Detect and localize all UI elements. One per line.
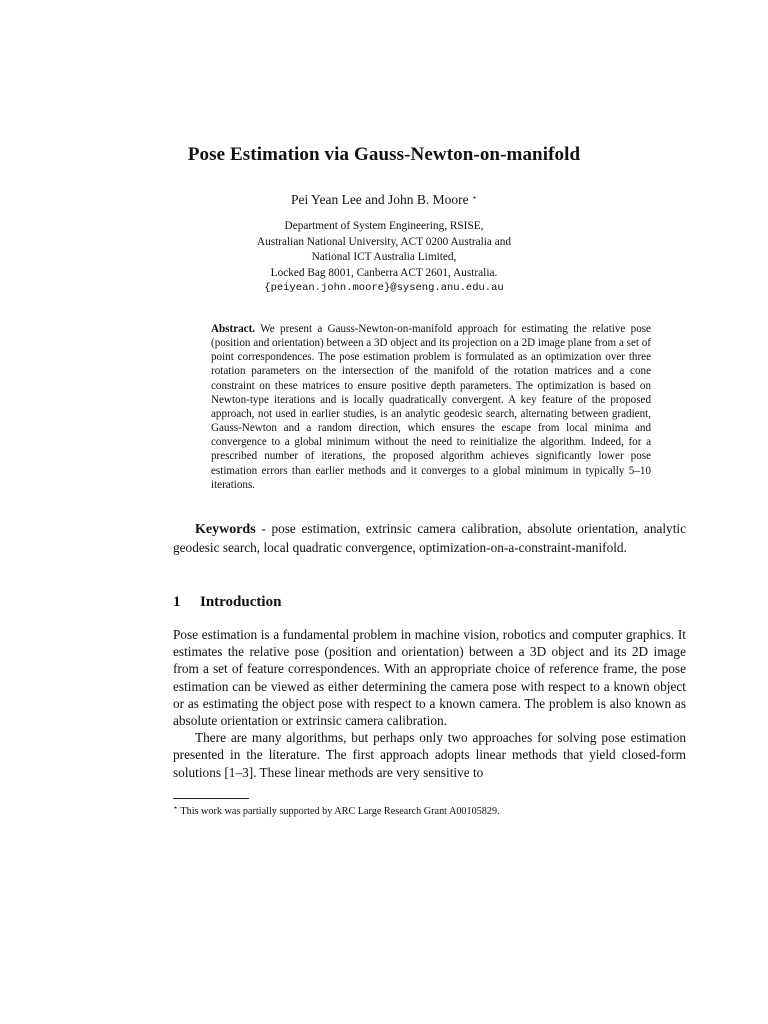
paragraph: Pose estimation is a fundamental problem in machine vision, robotics and computer graphics. It estimates the relative pose (position and orientation) between a 3D object and its 2D image from a set of feature correspondences. With an appropriate choice of reference frame, the pose estimation can be viewed as either determining the camera pose with respect to a known object or as estimating the object pose with respect to a known camera. The problem is also known as absolute orientation or extrinsic camera calibration. (173, 627, 686, 729)
footnote-text: This work was partially supported by ARC Large Research Grant A00105829. (180, 806, 500, 817)
body-text (173, 626, 686, 781)
footnote-mark: ⋆ (173, 803, 179, 812)
affiliation-block (0, 219, 768, 297)
footnote-rule (173, 798, 249, 799)
affiliation-line: Department of System Engineering, RSISE, (284, 220, 484, 232)
paper-title: Pose Estimation via Gauss-Newton-on-manifold (187, 144, 581, 165)
affiliation-line: Australian National University, ACT 0200 Australia and (256, 235, 512, 248)
author-email: {peiyean.john.moore}@syseng.anu.edu.au (264, 282, 504, 294)
affiliation-line: Locked Bag 8001, Canberra ACT 2601, Australia. (270, 266, 498, 279)
section-heading (173, 594, 281, 611)
section-number: 1 (173, 594, 181, 610)
keywords-label: Keywords (195, 522, 256, 537)
author-line (0, 192, 768, 208)
abstract-label: Abstract. (211, 323, 256, 335)
keywords (173, 520, 686, 556)
abstract (211, 322, 651, 492)
authors: Pei Yean Lee and John B. Moore (290, 192, 469, 207)
footnote (173, 801, 500, 818)
abstract-text: We present a Gauss-Newton-on-manifold approach for estimating the relative pose (position and orientation) between a 3D object and its projection on a 2D image plane from a set of point correspondences. The pose estimation problem is formulated as an optimization over three rotation parameters on the intersection of the manifold of the rotation matrices and a cone constraint on these matrices to ensure positive depth parameters. The optimization is based on Newton-type iterations and is locally quadratically convergent. A key feature of the proposed approach, not used in earlier studies, is an analytic geodesic search, alternating between gradient, Gauss-Newton and a random direction, which ensures the escape from local minima and convergence to a global minimum without the need to reinitialize the algorithm. Indeed, for a prescribed number of iterations, the proposed algorithm achieves significantly lower pose estimation errors than earlier methods and it converges to a global minimum in typically 5–10 iterations. (211, 323, 651, 491)
keywords-text: - pose estimation, extrinsic camera calibration, absolute orientation, analytic geodesic search, local quadratic convergence, optimization-on-a-constraint-manifold. (173, 521, 686, 555)
section-title: Introduction (200, 594, 282, 610)
author-footnote-mark: ⋆ (472, 193, 478, 202)
affiliation-line: National ICT Australia Limited, (311, 251, 457, 263)
paragraph: There are many algorithms, but perhaps only two approaches for solving pose estimation presented in the literature. The first approach adopts linear methods that yield closed-form solutions [1–3]. These linear methods are very sensitive to (173, 730, 686, 780)
